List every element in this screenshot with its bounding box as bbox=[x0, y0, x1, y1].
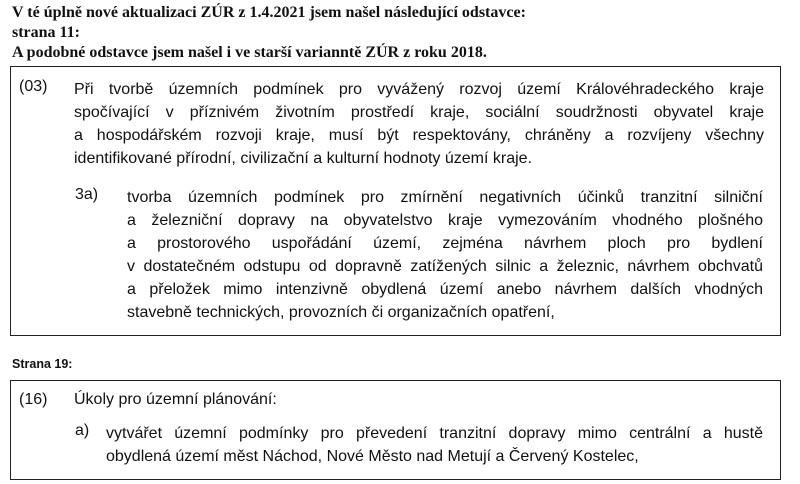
paragraph-text bbox=[74, 78, 764, 170]
paragraph-line: identifikované přírodní, civilizační a kulturní hodnoty území kraje. bbox=[74, 150, 533, 167]
subparagraph-number: a) bbox=[75, 422, 90, 439]
page-reference-11: strana 11: bbox=[12, 24, 80, 41]
paragraph-line: spočívající v příznivém životním prostředí kraje, sociální soudržnosti obyvatel kraje bbox=[74, 104, 764, 121]
note-heading: A podobné odstavce jsem našel i ve starší varianntě ZÚR z roku 2018. bbox=[12, 44, 487, 61]
quote-box-03 bbox=[10, 66, 781, 336]
paragraph-line: a hospodářském rozvoji kraje, musí být respektovány, chráněny a rozvíjeny všechny bbox=[74, 127, 764, 144]
subparagraph-line: stavebně technických, provozních či organizačních opatření, bbox=[127, 304, 555, 321]
subparagraph-line: a přeložek mimo intenzivně obydlená území anebo návrhem dalších vhodných bbox=[127, 281, 763, 298]
subparagraph-line: obydlená území měst Náchod, Nové Město nad Metují a Červený Kostelec, bbox=[106, 448, 639, 465]
paragraph-line: Při tvorbě územních podmínek pro vyvážený rozvoj území Královéhradeckého kraje bbox=[74, 81, 764, 98]
subparagraph-line: a železniční dopravy na obyvatelstvo kraje vymezováním vhodného plošného bbox=[127, 212, 763, 229]
paragraph-number: (16) bbox=[19, 391, 48, 408]
paragraph-number: (03) bbox=[19, 78, 48, 95]
subparagraph-line: tvorba územních podmínek pro zmírnění negativních účinků tranzitní silniční bbox=[127, 189, 763, 206]
subparagraph-line: a prostorového uspořádání území, zejména návrhem ploch pro bydlení bbox=[127, 235, 763, 252]
subparagraph-line: vytvářet územní podmínky pro převedení tranzitní dopravy mimo centrální a hustě bbox=[106, 425, 763, 442]
paragraph-title: Úkoly pro územní plánování: bbox=[74, 391, 277, 408]
subparagraph-text bbox=[106, 422, 763, 468]
subparagraph-number: 3a) bbox=[75, 186, 99, 203]
quote-box-16 bbox=[10, 380, 781, 480]
page-reference-19: Strana 19: bbox=[12, 357, 73, 371]
intro-heading: V té úplně nové aktualizaci ZÚR z 1.4.2021 jsem našel následující odstavce: bbox=[12, 4, 526, 21]
subparagraph-line: v dostatečném odstupu od dopravně zatížených silnic a železnic, návrhem obchvatů bbox=[127, 258, 763, 275]
subparagraph-text bbox=[127, 186, 763, 324]
